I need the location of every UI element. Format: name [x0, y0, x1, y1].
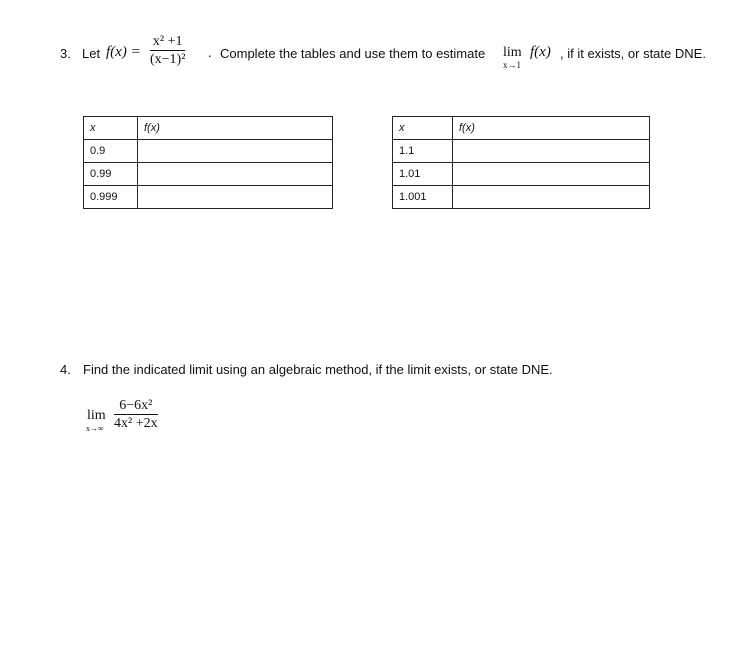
limit-word: lim	[503, 45, 522, 60]
x-value-cell: 0.999	[84, 186, 138, 209]
x-value-cell: 1.01	[393, 163, 453, 186]
limit-subscript: x→1	[503, 60, 521, 70]
header-x: x	[84, 117, 138, 140]
header-fx: f(x)	[138, 117, 333, 140]
table-header-row	[84, 117, 333, 140]
header-fx: f(x)	[453, 117, 650, 140]
table-row	[84, 140, 333, 163]
problem-4-instruction: Find the indicated limit using an algebraic method, if the limit exists, or state DNE.	[83, 362, 553, 377]
header-x: x	[393, 117, 453, 140]
fraction-numerator: 6−6x²	[119, 398, 153, 413]
fraction-bar	[150, 50, 185, 51]
problem-3-let: Let	[82, 46, 101, 61]
x-value-cell: 1.001	[393, 186, 453, 209]
table-row	[393, 140, 650, 163]
problem-4-number: 4.	[60, 362, 71, 377]
problem-3-instruction-tail: , if it exists, or state DNE.	[560, 46, 706, 61]
table-row	[84, 163, 333, 186]
period: .	[208, 46, 212, 61]
fx-value-cell[interactable]	[138, 186, 333, 209]
limit-subscript-4: x→∞	[86, 424, 104, 433]
function-lhs: f(x) =	[106, 44, 141, 60]
table-right	[392, 116, 650, 209]
limit-word-4: lim	[87, 408, 106, 423]
table-row	[393, 163, 650, 186]
function-fraction	[150, 34, 185, 67]
x-value-cell: 1.1	[393, 140, 453, 163]
problem-3-number: 3.	[60, 46, 71, 61]
table-row	[393, 186, 650, 209]
table-header-row	[393, 117, 650, 140]
fx-value-cell[interactable]	[138, 163, 333, 186]
table-row	[84, 186, 333, 209]
fraction-denominator: 4x² +2x	[114, 416, 158, 431]
fx-value-cell[interactable]	[138, 140, 333, 163]
limit-function: f(x)	[530, 44, 551, 60]
fraction-bar	[114, 414, 158, 415]
problem-4-fraction	[114, 398, 158, 431]
fraction-denominator: (x−1)²	[150, 52, 186, 67]
x-value-cell: 0.99	[84, 163, 138, 186]
fx-value-cell[interactable]	[453, 140, 650, 163]
table-left	[83, 116, 333, 209]
fraction-numerator: x² +1	[152, 34, 183, 49]
x-value-cell: 0.9	[84, 140, 138, 163]
problem-3-instruction: Complete the tables and use them to estimate	[220, 46, 486, 61]
fx-value-cell[interactable]	[453, 186, 650, 209]
fx-value-cell[interactable]	[453, 163, 650, 186]
